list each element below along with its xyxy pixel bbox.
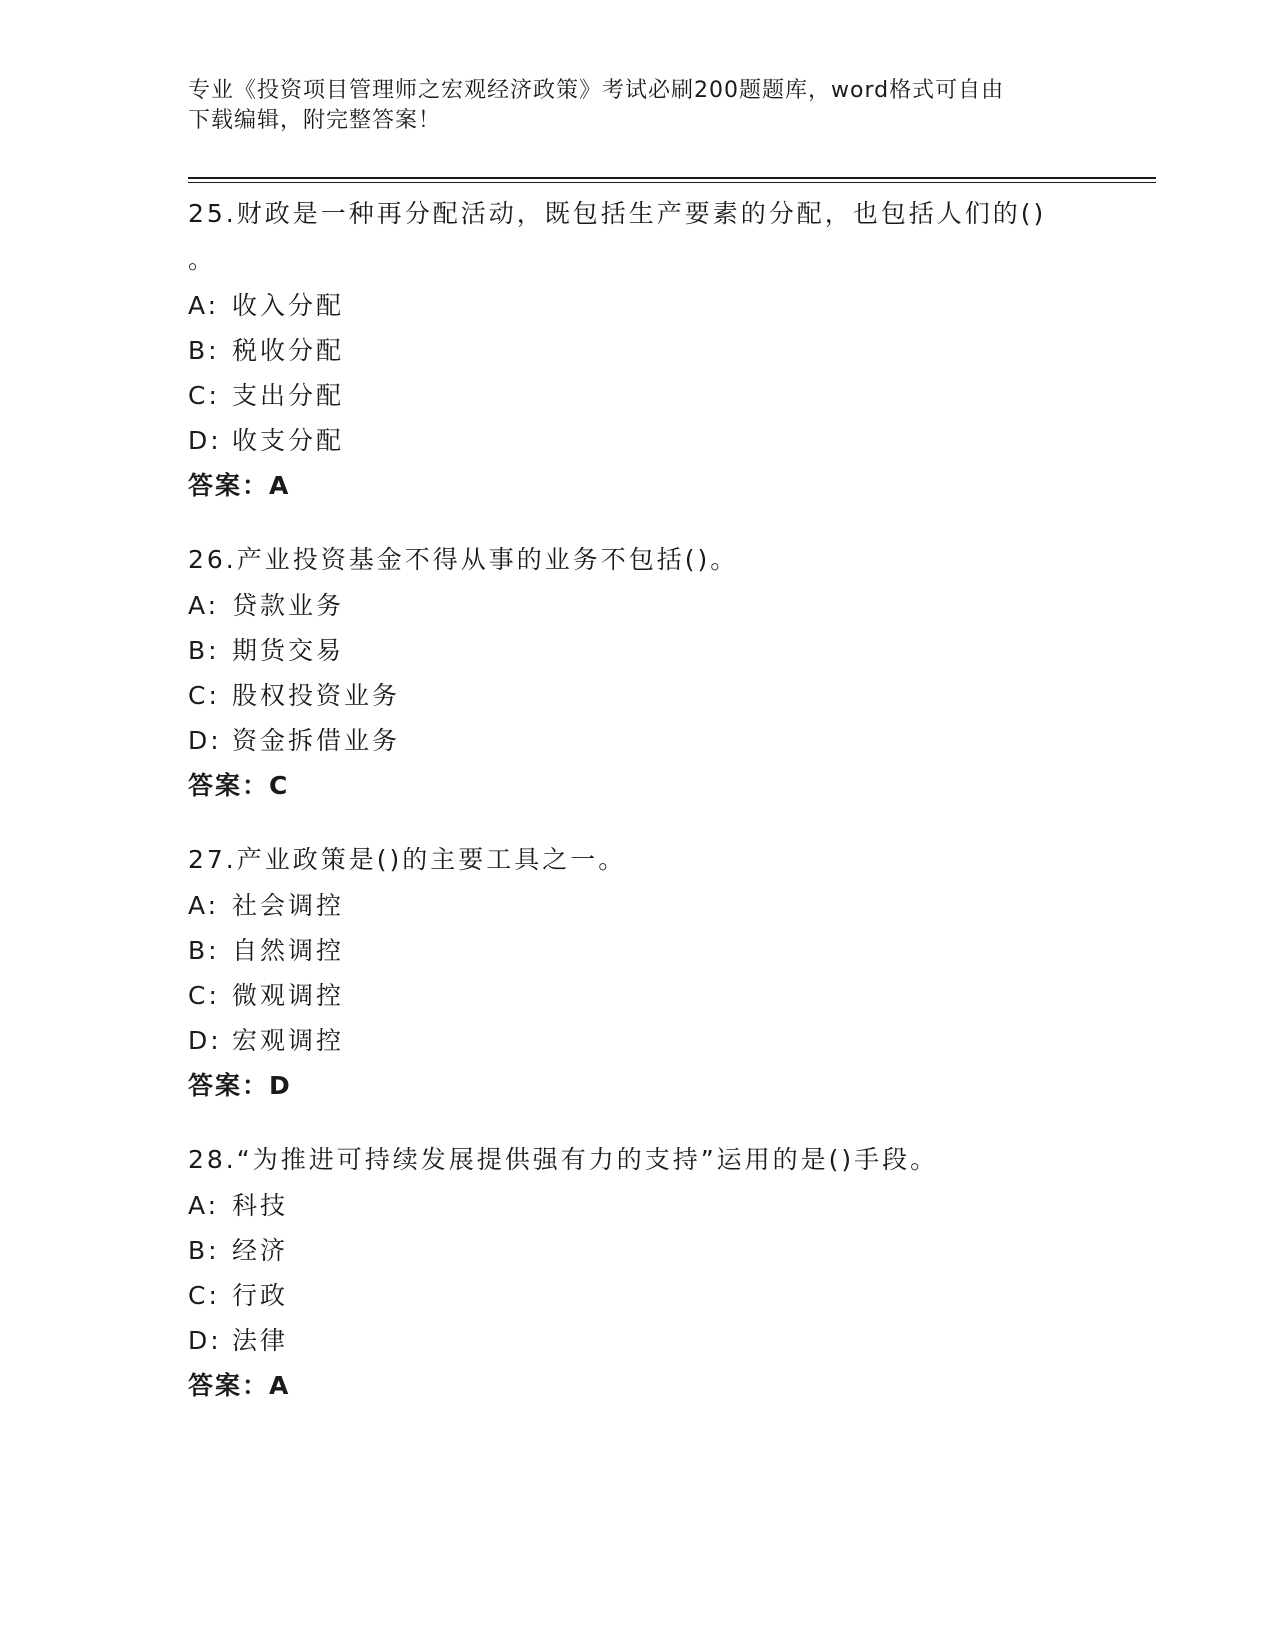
question-27 bbox=[188, 837, 1088, 1109]
option-c bbox=[188, 973, 1088, 1018]
answer-line bbox=[188, 1063, 1088, 1109]
option-text: 贷款业务 bbox=[232, 591, 345, 620]
option-b bbox=[188, 328, 1088, 373]
option-key: C: bbox=[188, 1281, 220, 1310]
question-26 bbox=[188, 537, 1088, 809]
option-key: B: bbox=[188, 1236, 220, 1265]
option-c bbox=[188, 673, 1088, 718]
answer-value: A bbox=[269, 471, 290, 500]
option-c bbox=[188, 373, 1088, 418]
option-key: C: bbox=[188, 981, 220, 1010]
option-text: 收支分配 bbox=[232, 426, 345, 455]
option-text: 法律 bbox=[232, 1326, 289, 1355]
option-a bbox=[188, 883, 1088, 928]
header-line-2: 下载编辑，附完整答案！ bbox=[188, 108, 442, 133]
option-key: A: bbox=[188, 891, 220, 920]
option-text: 宏观调控 bbox=[232, 1026, 345, 1055]
header-line-1: 专业《投资项目管理师之宏观经济政策》考试必刷200题题库，word格式可自由 bbox=[188, 78, 1005, 103]
option-text: 支出分配 bbox=[232, 381, 345, 410]
option-a bbox=[188, 283, 1088, 328]
option-b bbox=[188, 628, 1088, 673]
option-key: D: bbox=[188, 726, 222, 755]
answer-value: C bbox=[269, 771, 289, 800]
answer-label: 答案： bbox=[188, 771, 270, 800]
option-text: 税收分配 bbox=[232, 336, 345, 365]
question-25 bbox=[188, 191, 1088, 509]
option-key: C: bbox=[188, 381, 220, 410]
question-28 bbox=[188, 1137, 1088, 1409]
option-text: 资金拆借业务 bbox=[232, 726, 401, 755]
answer-label: 答案： bbox=[188, 1071, 270, 1100]
question-stem: 26.产业投资基金不得从事的业务不包括()。 bbox=[188, 545, 739, 574]
option-c bbox=[188, 1273, 1088, 1318]
question-list bbox=[188, 191, 1088, 1437]
option-text: 收入分配 bbox=[232, 291, 345, 320]
option-b bbox=[188, 928, 1088, 973]
question-stem: 27.产业政策是()的主要工具之一。 bbox=[188, 845, 627, 874]
option-b bbox=[188, 1228, 1088, 1273]
option-text: 期货交易 bbox=[232, 636, 345, 665]
option-text: 社会调控 bbox=[232, 891, 345, 920]
option-a bbox=[188, 1183, 1088, 1228]
option-d bbox=[188, 1318, 1088, 1363]
question-stem: 25.财政是一种再分配活动，既包括生产要素的分配，也包括人们的() bbox=[188, 199, 1047, 228]
option-key: A: bbox=[188, 1191, 220, 1220]
option-key: D: bbox=[188, 1026, 222, 1055]
answer-label: 答案： bbox=[188, 1371, 270, 1400]
option-key: B: bbox=[188, 636, 220, 665]
option-key: A: bbox=[188, 291, 220, 320]
answer-line bbox=[188, 1363, 1088, 1409]
header-divider-thin bbox=[188, 182, 1156, 183]
option-text: 经济 bbox=[232, 1236, 289, 1265]
answer-value: A bbox=[269, 1371, 290, 1400]
option-key: D: bbox=[188, 1326, 222, 1355]
answer-line bbox=[188, 763, 1088, 809]
option-d bbox=[188, 418, 1088, 463]
option-text: 微观调控 bbox=[232, 981, 345, 1010]
option-d bbox=[188, 1018, 1088, 1063]
option-key: C: bbox=[188, 681, 220, 710]
option-text: 股权投资业务 bbox=[232, 681, 401, 710]
question-stem: 28.“为推进可持续发展提供强有力的支持”运用的是()手段。 bbox=[188, 1145, 939, 1174]
option-text: 科技 bbox=[232, 1191, 289, 1220]
option-key: B: bbox=[188, 936, 220, 965]
answer-value: D bbox=[269, 1071, 291, 1100]
answer-line bbox=[188, 463, 1088, 509]
option-text: 行政 bbox=[232, 1281, 289, 1310]
question-stem-continuation: 。 bbox=[188, 245, 217, 274]
option-key: A: bbox=[188, 591, 220, 620]
document-header bbox=[188, 76, 1068, 136]
option-d bbox=[188, 718, 1088, 763]
option-a bbox=[188, 583, 1088, 628]
answer-label: 答案： bbox=[188, 471, 270, 500]
option-text: 自然调控 bbox=[232, 936, 345, 965]
option-key: D: bbox=[188, 426, 222, 455]
header-divider-thick bbox=[188, 177, 1156, 179]
option-key: B: bbox=[188, 336, 220, 365]
